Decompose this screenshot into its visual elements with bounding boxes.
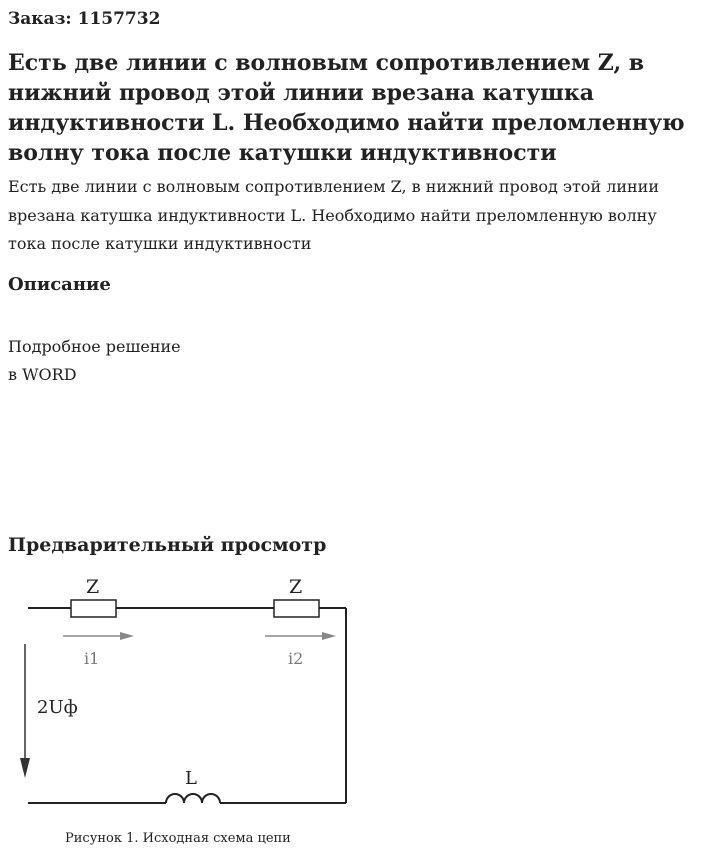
current-arrow-2-head	[322, 632, 336, 640]
i2-label: i2	[288, 649, 304, 668]
description-line-1: Подробное решение	[8, 337, 181, 356]
preview-heading: Предварительный просмотр	[8, 534, 327, 556]
figure-caption: Рисунок 1. Исходная схема цепи	[65, 831, 291, 846]
source-label: 2Uф	[37, 697, 78, 718]
i1-label: i1	[84, 649, 100, 668]
description-heading: Описание	[8, 274, 111, 295]
inductor-label: L	[185, 768, 197, 789]
short-description: Есть две линии с волновым сопротивлением Z, в нижний провод этой линии врезана катушка индуктивности L. Необходимо найти преломленную волну тока после катушки индуктивности	[8, 177, 660, 253]
circuit-diagram	[0, 566, 380, 828]
inductor-coil	[166, 794, 220, 803]
impedance-z1	[71, 600, 116, 617]
current-arrow-1-head	[120, 632, 134, 640]
page-title: Есть две линии с волновым сопротивлением Z, в нижний провод этой линии врезана катушка индуктивности L. Необходимо найти преломленную волну тока после катушки индуктивности	[8, 50, 685, 166]
z1-label: Z	[86, 576, 100, 598]
impedance-z2	[274, 600, 319, 617]
order-number: Заказ: 1157732	[8, 9, 161, 29]
z2-label: Z	[289, 576, 303, 598]
description-line-2: в WORD	[8, 365, 77, 384]
voltage-arrow-head	[20, 758, 30, 778]
